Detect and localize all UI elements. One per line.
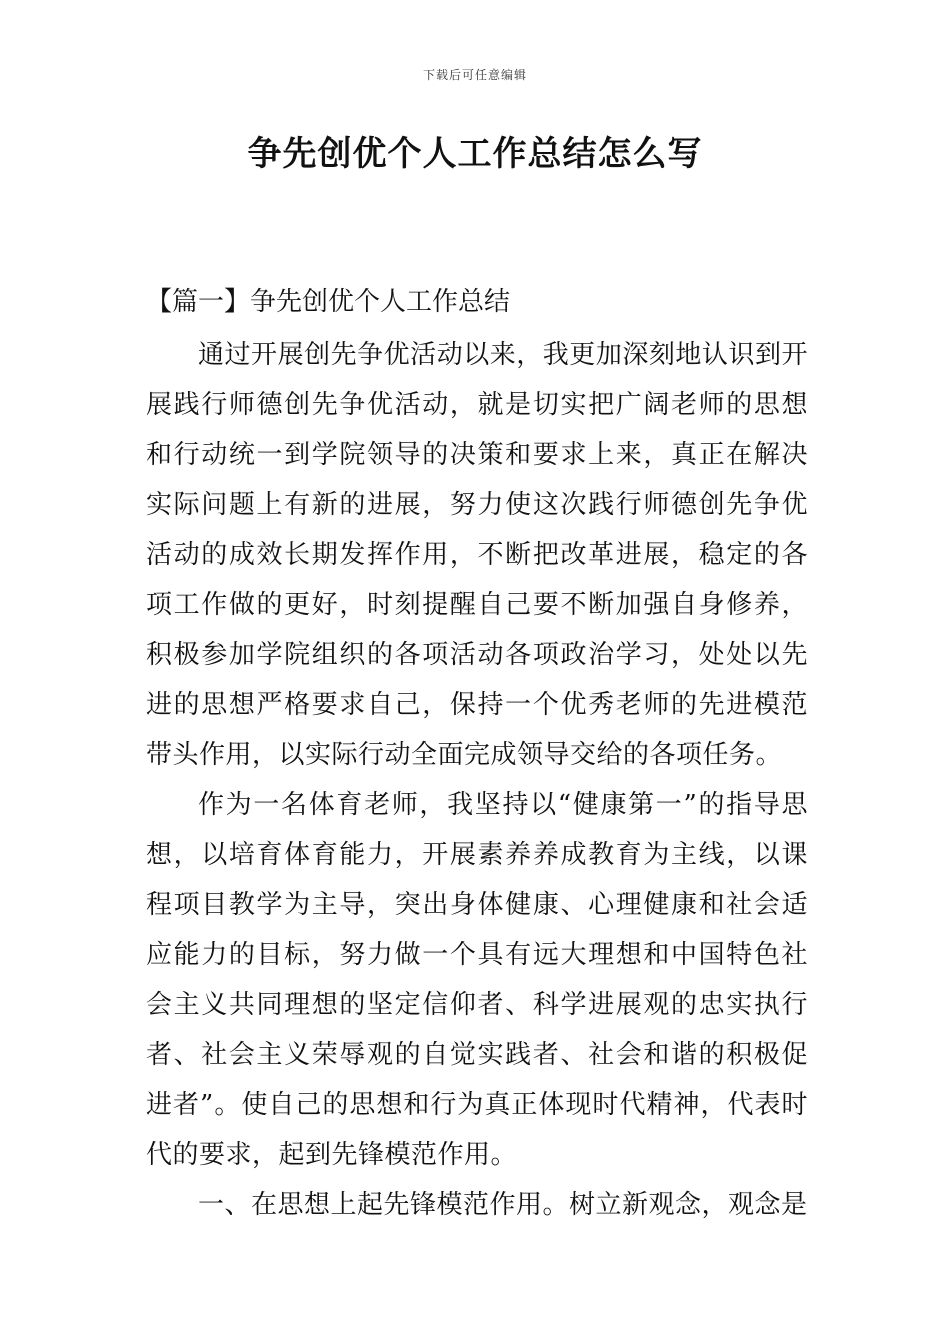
header-note: 下载后可任意编辑: [422, 68, 527, 82]
paragraph-2: 作为一名体育老师，我坚持以“健康第一”的指导思想，以培育体育能力，开展素养养成教育为主线，以课程项目教学为主导，突出身体健康、心理健康和社会适应能力的目标，努力做一个具有远大理想和中国特色社会主义共同理想的坚定信仰者、科学进展观的忠实执行者、社会主义荣辱观的自觉实践者、社会和谐的积极促进者”。使自己的思想和行为真正体现时代精神，代表时代的要求，起到先锋模范作用。: [146, 790, 808, 1170]
document-title: 争先创优个人工作总结怎么写: [247, 134, 703, 174]
document-body: [146, 280, 808, 1230]
paragraph-3: 一、在思想上起先锋模范作用。树立新观念，观念是: [198, 1190, 808, 1220]
section-heading: 【篇一】争先创优个人工作总结: [146, 287, 511, 317]
paragraph-1: 通过开展创先争优活动以来，我更加深刻地认识到开展践行师德创先争优活动，就是切实把广阔老师的思想和行动统一到学院领导的决策和要求上来，真正在解决实际问题上有新的进展，努力使这次践行师德创先争优活动的成效长期发挥作用，不断把改革进展，稳定的各项工作做的更好，时刻提醒自己要不断加强自身修养，积极参加学院组织的各项活动各项政治学习，处处以先进的思想严格要求自己，保持一个优秀老师的先进模范带头作用，以实际行动全面完成领导交给的各项任务。: [146, 340, 808, 770]
